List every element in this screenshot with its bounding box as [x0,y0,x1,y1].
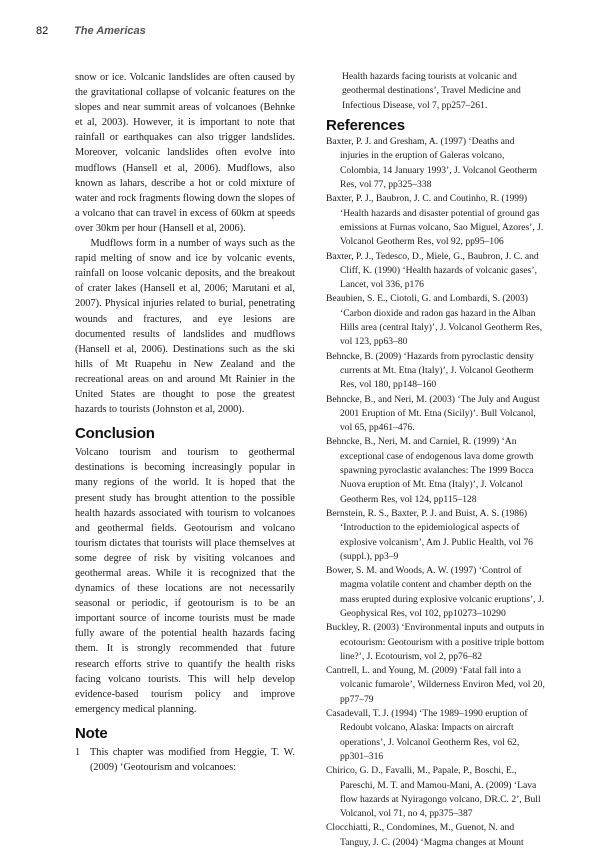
note-heading: Note [75,724,108,742]
body-paragraph: snow or ice. Volcanic landslides are often caused by the gravitational collapse of volcanic features on the slopes and near summit areas of volcanoes (Behnke et al, 2003). However, it is important to note that rainfall or earthquakes can also trigger landslides. Moreover, volcanic landslides often evolve into mudflows (Hansell et al, 2006). Mudflows, also known as lahars, describe a hot or cold mixture of water and rock fragments flowing down the slopes of a volcano that can travel in excess of 60km at speeds over 30km per hour (Hansell et al, 2006). [75,72,295,234]
reference-item: Behncke, B., and Neri, M. (2003) ‘The July and August 2001 Eruption of Mt. Etna (Sicily)’. Bull Volcanol, vol 65, pp461–476. [326,393,540,434]
note-number: 1 [75,747,81,759]
body-paragraph: Mudflows form in a number of ways such as the rapid melting of snow and ice by volcanic events, rainfall on loose volcanic deposits, and the breakout of crater lakes (Hansell et al, 2006; Marutani et al, 2007). Physical injuries related to burial, penetrating wounds and fractures, and eye lesions are documented results of landslides and mudflows (Hansell et al, 2006). Destinations such as the ski hills of Mt Ruapehu in New Zealand and the recreational areas on and around Mt Rainier in the United States are thought to pose the greatest hazards to tourists (Johnston et al, 2000). [75,238,295,416]
reference-item: Cantrell, L. and Young, M. (2009) ‘Fatal fall into a volcanic fumarole’, Wilderness Environ Med, vol 20, pp77–79 [326,665,545,705]
reference-list [326,135,545,850]
references-heading: References [326,116,405,134]
reference-item: Baxter, P. J. and Gresham, A. (1997) ‘Deaths and injuries in the eruption of Galeras volcano, Colombia, 14 January 1993’, J. Volcanol Geotherm Res, vol 77, pp325–338 [326,136,538,191]
note-text: This chapter was modified from Heggie, T. W. (2009) ‘Geotourism and volcanoes: [90,747,295,774]
running-head [36,21,146,41]
left-column [75,70,295,775]
reference-item: Clocchiatti, R., Condomines, M., Guenot, N. and Tanguy, J. C. (2004) ‘Magma changes at Mount [326,822,524,848]
reference-item: Baxter, P. J., Tedesco, D., Miele, G., Baubron, J. C. and Cliff, K. (1990) ‘Health hazards of volcanic gases’, Lancet, vol 336, p176 [326,250,539,291]
running-title: The Americas [74,25,146,37]
note-continuation: Health hazards facing tourists at volcanic and geothermal destinations’, Travel Medicine and Infectious Disease, vol 7, pp257–261. [342,71,521,111]
reference-item: Behncke, B. (2009) ‘Hazards from pyroclastic density currents at Mt. Etna (Italy)’, J. Volcanol Geotherm Res, vol 180, pp148–160 [326,350,534,391]
reference-item: Behncke, B., Neri, M. and Carniel, R. (1999) ‘An exceptional case of endogenous lava dome growth spawning pyroclastic avalanches: The 1999 Bocca Nuova eruption of Mt. Etna (Italy)’, J. Volcanol Geotherm Res, vol 124, pp115–128 [326,436,534,505]
conclusion-heading: Conclusion [75,425,155,443]
reference-item: Bernstein, R. S., Baxter, P. J. and Buist, A. S. (1986) ‘Introduction to the epidemiological aspects of explosive volcanism’, Am J. Public Health, vol 76 (suppl.), pp3–9 [326,507,533,562]
reference-item: Chirico, G. D., Favalli, M., Papale, P., Boschi, E., Pareschi, M. T. and Mamou-Mani, A. (2009) ‘Lava flow hazards at Nyiragongo volcano, DR.C. 2’, Bull Volcanol, vol 71, no 4, pp375–387 [326,765,541,820]
reference-item: Beaubien, S. E., Ciotoli, G. and Lombardi, S. (2003) ‘Carbon dioxide and radon gas hazard in the Alban Hills area (central Italy)’, J. Volcanol Geotherm Res, vol 123, pp63–80 [326,293,543,348]
page-number: 82 [36,25,49,37]
reference-item: Bower, S. M. and Woods, A. W. (1997) ‘Control of magma volatile content and chamber depth on the mass erupted during explosive volcanic eruptions’, J. Geophysical Res, vol 102, pp10273–10290 [326,565,545,619]
reference-item: Casadevall, T. J. (1994) ‘The 1989–1990 eruption of Redoubt volcano, Alaska: Impacts on aircraft operations’, J. Volcanol Geotherm Res, vol 62, pp301–316 [326,708,528,762]
reference-item: Buckley, R. (2003) ‘Environmental inputs and outputs in ecotourism: Geotourism with a positive triple bottom line?’, J. Ecotourism, vol 2, pp76–82 [326,622,545,662]
right-column [326,70,545,850]
reference-item: Baxter, P. J., Baubron, J. C. and Coutinho, R. (1999) ‘Health hazards and disaster potential of ground gas emissions at Furnas volcano, Sao Miguel, Azores’, J. Volcanol Geotherm Res, vol 92, pp95–106 [326,193,544,248]
conclusion-paragraph: Volcano tourism and tourism to geothermal destinations is becoming increasingly popular in many regions of the world. It is hoped that the present study has brought attention to the possible health hazards associated with tourism to volcanoes and geothermal fields. Geotourism and volcano tourism dictates that tourists will place themselves at some degree of risk by visiting volcanoes and geothermal areas. While it is recognized that the dynamics of these locations are not necessarily seasonal or periodic, if geotourism is to be an important source of income tourists must be made fully aware of the potential health hazards facing them. It is strongly recommended that future research efforts strive to quantify the health risks facing volcano tourists. This will help develop evidence-based tourism policy and improve emergency medical planning. [75,447,295,715]
note-item [75,745,295,775]
